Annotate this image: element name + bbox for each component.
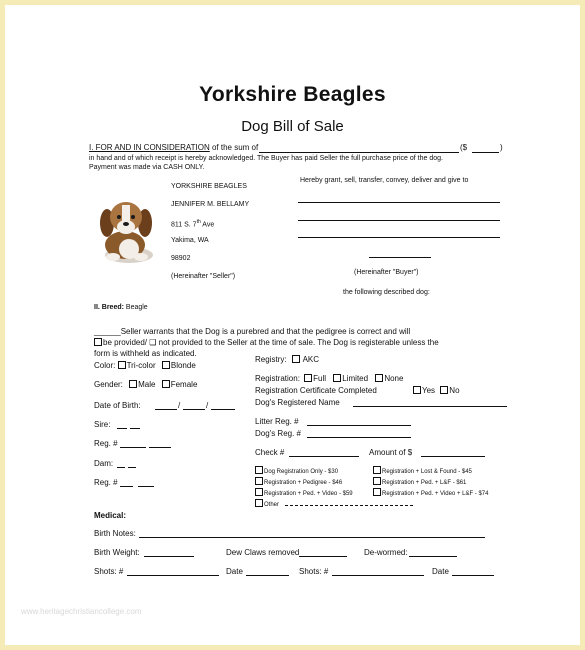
dew-claws-line[interactable] xyxy=(299,556,347,557)
opt-lost-found xyxy=(373,466,472,475)
breed-row xyxy=(94,304,148,311)
cert-label: Registration Certificate Completed xyxy=(255,386,377,395)
gender-label: Gender: xyxy=(94,380,123,389)
opt-registration-pedigree-label: Registration + Pedigree - $46 xyxy=(264,480,343,486)
seller-name-1: YORKSHIRE BEAGLES xyxy=(171,183,247,190)
reg-name-line[interactable] xyxy=(353,406,507,407)
opt-registration-ped-video-checkbox[interactable] xyxy=(255,488,263,496)
date1-line[interactable] xyxy=(246,575,289,576)
dob-label: Date of Birth: xyxy=(94,401,141,410)
male-label: Male xyxy=(138,380,156,389)
limited-label: Limited xyxy=(342,374,369,383)
receipt-text: in hand and of which receipt is hereby acknowledged. The Buyer has paid Seller the full purchase price of the dog. xyxy=(89,155,443,162)
sum-text: of the sum of xyxy=(211,143,259,152)
shots2-line[interactable] xyxy=(332,575,424,576)
birth-weight-label: Birth Weight: xyxy=(94,548,140,557)
check-line[interactable] xyxy=(289,456,359,457)
amount-close: ) xyxy=(500,143,503,152)
sire-line-2[interactable] xyxy=(130,428,140,429)
blonde-checkbox[interactable] xyxy=(162,361,170,369)
no-label: No xyxy=(449,386,460,395)
date2-line[interactable] xyxy=(452,575,494,576)
akc-checkbox[interactable] xyxy=(292,355,300,363)
seller-address-sup: th xyxy=(196,219,201,225)
birth-notes-label: Birth Notes: xyxy=(94,529,136,538)
seller-address-street: Ave xyxy=(200,221,215,229)
dob-month-line[interactable] xyxy=(155,409,177,410)
dob-day-line[interactable] xyxy=(183,409,205,410)
reg2-line-2[interactable] xyxy=(138,486,154,487)
seller-address xyxy=(171,219,214,228)
amount-of-line[interactable] xyxy=(421,456,485,457)
color-label: Color: xyxy=(94,361,116,370)
none-label: None xyxy=(384,374,404,383)
seller-zip: 98902 xyxy=(171,255,191,262)
dam-line-2[interactable] xyxy=(128,467,136,468)
opt-registration-only-label: Dog Registration Only - $30 xyxy=(264,469,339,475)
medical-heading: Medical: xyxy=(94,511,127,520)
registration-field xyxy=(255,374,403,383)
reg-name-label: Dog's Registered Name xyxy=(255,398,340,407)
amount-line[interactable] xyxy=(472,152,499,153)
gender-field xyxy=(94,380,197,389)
blonde-label: Blonde xyxy=(170,361,196,370)
registration-label: Registration: xyxy=(255,374,300,383)
opt-other-checkbox[interactable] xyxy=(255,499,263,507)
opt-registration-only xyxy=(255,466,338,475)
warrant-line-2-text: be provided/ ❑ not provided to the Seller at the time of sale. The Dog is registerable unless the xyxy=(103,338,439,347)
opt-registration-ped-video xyxy=(255,488,353,497)
buyer-line-3[interactable] xyxy=(298,237,500,238)
dam-line-1[interactable] xyxy=(117,467,125,468)
consideration-row xyxy=(89,143,258,152)
grant-text: Hereby grant, sell, transfer, convey, deliver and give to xyxy=(300,177,469,184)
opt-registration-pedigree xyxy=(255,477,342,486)
reg1-line-2[interactable] xyxy=(149,447,171,448)
date2-label: Date xyxy=(432,567,449,576)
color-field xyxy=(94,361,196,370)
reg2-line-1[interactable] xyxy=(120,486,133,487)
seller-address-number: 811 S. 7 xyxy=(171,221,197,229)
seller-city: Yakima, WA xyxy=(171,237,209,244)
beagle-puppy-image xyxy=(95,197,159,265)
seller-name-2: JENNIFER M. BELLAMY xyxy=(171,201,250,208)
dewormed-line[interactable] xyxy=(409,556,457,557)
reg2-label: Reg. # xyxy=(94,478,118,487)
tricolor-checkbox[interactable] xyxy=(118,361,126,369)
buyer-label: (Hereinafter "Buyer") xyxy=(354,269,419,276)
following-text: the following described dog: xyxy=(343,289,430,296)
yes-checkbox[interactable] xyxy=(413,386,421,394)
page-title: Yorkshire Beagles xyxy=(199,83,386,106)
sire-label: Sire: xyxy=(94,420,111,429)
buyer-line-2[interactable] xyxy=(298,220,500,221)
shots1-line[interactable] xyxy=(127,575,219,576)
dam-label: Dam: xyxy=(94,459,114,468)
cert-options xyxy=(413,386,460,395)
consideration-heading: I. FOR AND IN CONSIDERATION xyxy=(89,143,210,152)
female-label: Female xyxy=(170,380,198,389)
opt-ped-video-lf-label: Registration + Ped. + Video + L&F - $74 xyxy=(382,491,489,497)
opt-ped-video-lf-checkbox[interactable] xyxy=(373,488,381,496)
opt-other-label: Other xyxy=(264,502,280,508)
watermark: www.heritagechristiancollege.com xyxy=(21,607,142,616)
page-subtitle: Dog Bill of Sale xyxy=(241,118,344,135)
dewormed-label: De-wormed: xyxy=(364,548,408,557)
provided-checkbox[interactable] xyxy=(94,338,102,346)
bill-of-sale-page xyxy=(5,5,580,645)
yes-label: Yes xyxy=(422,386,436,395)
warrant-line-2 xyxy=(94,338,439,347)
tricolor-label: Tri-color xyxy=(126,361,156,370)
female-checkbox[interactable] xyxy=(162,380,170,388)
opt-registration-only-checkbox[interactable] xyxy=(255,466,263,474)
dob-sep-1: / xyxy=(178,401,181,410)
warrant-line-1: ______Seller warrants that the Dog is a purebred and that the pedigree is correct and will xyxy=(94,327,411,336)
opt-registration-ped-video-label: Registration + Ped. + Video - $59 xyxy=(264,491,353,497)
dew-claws-label: Dew Claws removed xyxy=(226,548,300,557)
dogreg-line[interactable] xyxy=(307,437,411,438)
litter-line[interactable] xyxy=(307,425,411,426)
buyer-line-1[interactable] xyxy=(298,202,500,203)
date1-label: Date xyxy=(226,567,243,576)
amount-open: ($ xyxy=(460,143,468,152)
breed-value: Beagle xyxy=(125,304,148,311)
dob-sep-2: / xyxy=(206,401,209,410)
opt-ped-lf-label: Registration + Ped. + L&F - $61 xyxy=(382,480,467,486)
opt-registration-pedigree-checkbox[interactable] xyxy=(255,477,263,485)
birth-weight-line[interactable] xyxy=(144,556,194,557)
breed-heading: II. Breed: xyxy=(94,304,124,311)
birth-notes-line[interactable] xyxy=(139,537,485,538)
opt-lost-found-label: Registration + Lost & Found - $45 xyxy=(382,469,472,475)
akc-label: AKC xyxy=(302,355,320,364)
warrant-line-3: form is withheld as indicated. xyxy=(94,349,197,358)
opt-ped-video-lf xyxy=(373,488,488,497)
litter-label: Litter Reg. # xyxy=(255,417,299,426)
sum-line[interactable] xyxy=(259,152,459,153)
amount-label: Amount of $ xyxy=(369,448,413,457)
registry-label: Registry: xyxy=(255,355,287,364)
registry-field xyxy=(255,355,319,364)
shots2-label: Shots: # xyxy=(299,567,329,576)
other-line[interactable] xyxy=(285,505,413,506)
opt-ped-lf-checkbox[interactable] xyxy=(373,477,381,485)
opt-lost-found-checkbox[interactable] xyxy=(373,466,381,474)
none-checkbox[interactable] xyxy=(375,374,383,382)
opt-other xyxy=(255,499,279,508)
full-checkbox[interactable] xyxy=(304,374,312,382)
limited-checkbox[interactable] xyxy=(333,374,341,382)
reg1-label: Reg. # xyxy=(94,439,118,448)
seller-label: (Hereinafter "Seller") xyxy=(171,273,236,280)
reg1-line-1[interactable] xyxy=(120,447,146,448)
dogreg-label: Dog's Reg. # xyxy=(255,429,301,438)
shots1-label: Shots: # xyxy=(94,567,124,576)
no-checkbox[interactable] xyxy=(440,386,448,394)
opt-ped-lf xyxy=(373,477,466,486)
payment-text: Payment was made via CASH ONLY. xyxy=(89,164,205,171)
sire-line-1[interactable] xyxy=(117,428,127,429)
male-checkbox[interactable] xyxy=(129,380,137,388)
full-label: Full xyxy=(313,374,327,383)
dob-year-line[interactable] xyxy=(211,409,235,410)
buyer-line-4[interactable] xyxy=(369,257,431,258)
check-label: Check # xyxy=(255,448,285,457)
